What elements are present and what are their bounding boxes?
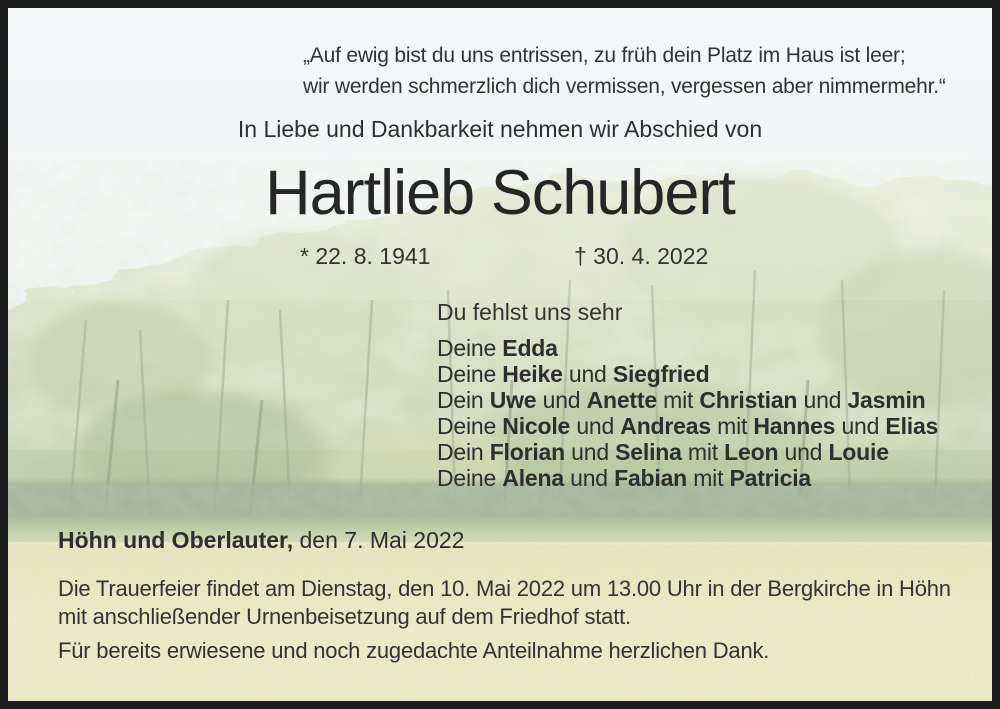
family-line: Deine Edda xyxy=(437,335,558,361)
memorial-quote xyxy=(303,40,946,102)
family-line: Deine Alena und Fabian mit Patricia xyxy=(437,465,811,491)
funeral-info: Die Trauerfeier findet am Dienstag, den 10. Mai 2022 um 13.00 Uhr in der Bergkirche in Höhn mit anschließender Urnenbeisetzung auf dem Friedhof statt. xyxy=(58,576,951,629)
deceased-name: Hartlieb Schubert xyxy=(265,158,735,228)
intro-line: In Liebe und Dankbarkeit nehmen wir Abschied von xyxy=(237,116,763,142)
death-date: † 30. 4. 2022 xyxy=(574,243,709,269)
place-date-line: Höhn und Oberlauter, den 7. Mai 2022 xyxy=(58,527,465,553)
family-line: Dein Florian und Selina mit Leon und Louie xyxy=(437,439,889,465)
family-line: Deine Nicole und Andreas mit Hannes und Elias xyxy=(437,413,939,439)
farewell-line: Du fehlst uns sehr xyxy=(437,299,623,325)
quote-line-2: wir werden schmerzlich dich vermissen, vergessen aber nimmermehr.“ xyxy=(303,75,946,98)
thanks-line: Für bereits erwiesene und noch zugedachte Anteilnahme herzlichen Dank. xyxy=(58,638,770,663)
birth-date: * 22. 8. 1941 xyxy=(300,243,431,269)
family-line: Deine Heike und Siegfried xyxy=(437,361,710,387)
quote-line-1: „Auf ewig bist du uns entrissen, zu früh dein Platz im Haus ist leer; xyxy=(303,44,906,67)
family-list xyxy=(437,335,938,491)
family-line: Dein Uwe und Anette mit Christian und Jasmin xyxy=(437,387,926,413)
